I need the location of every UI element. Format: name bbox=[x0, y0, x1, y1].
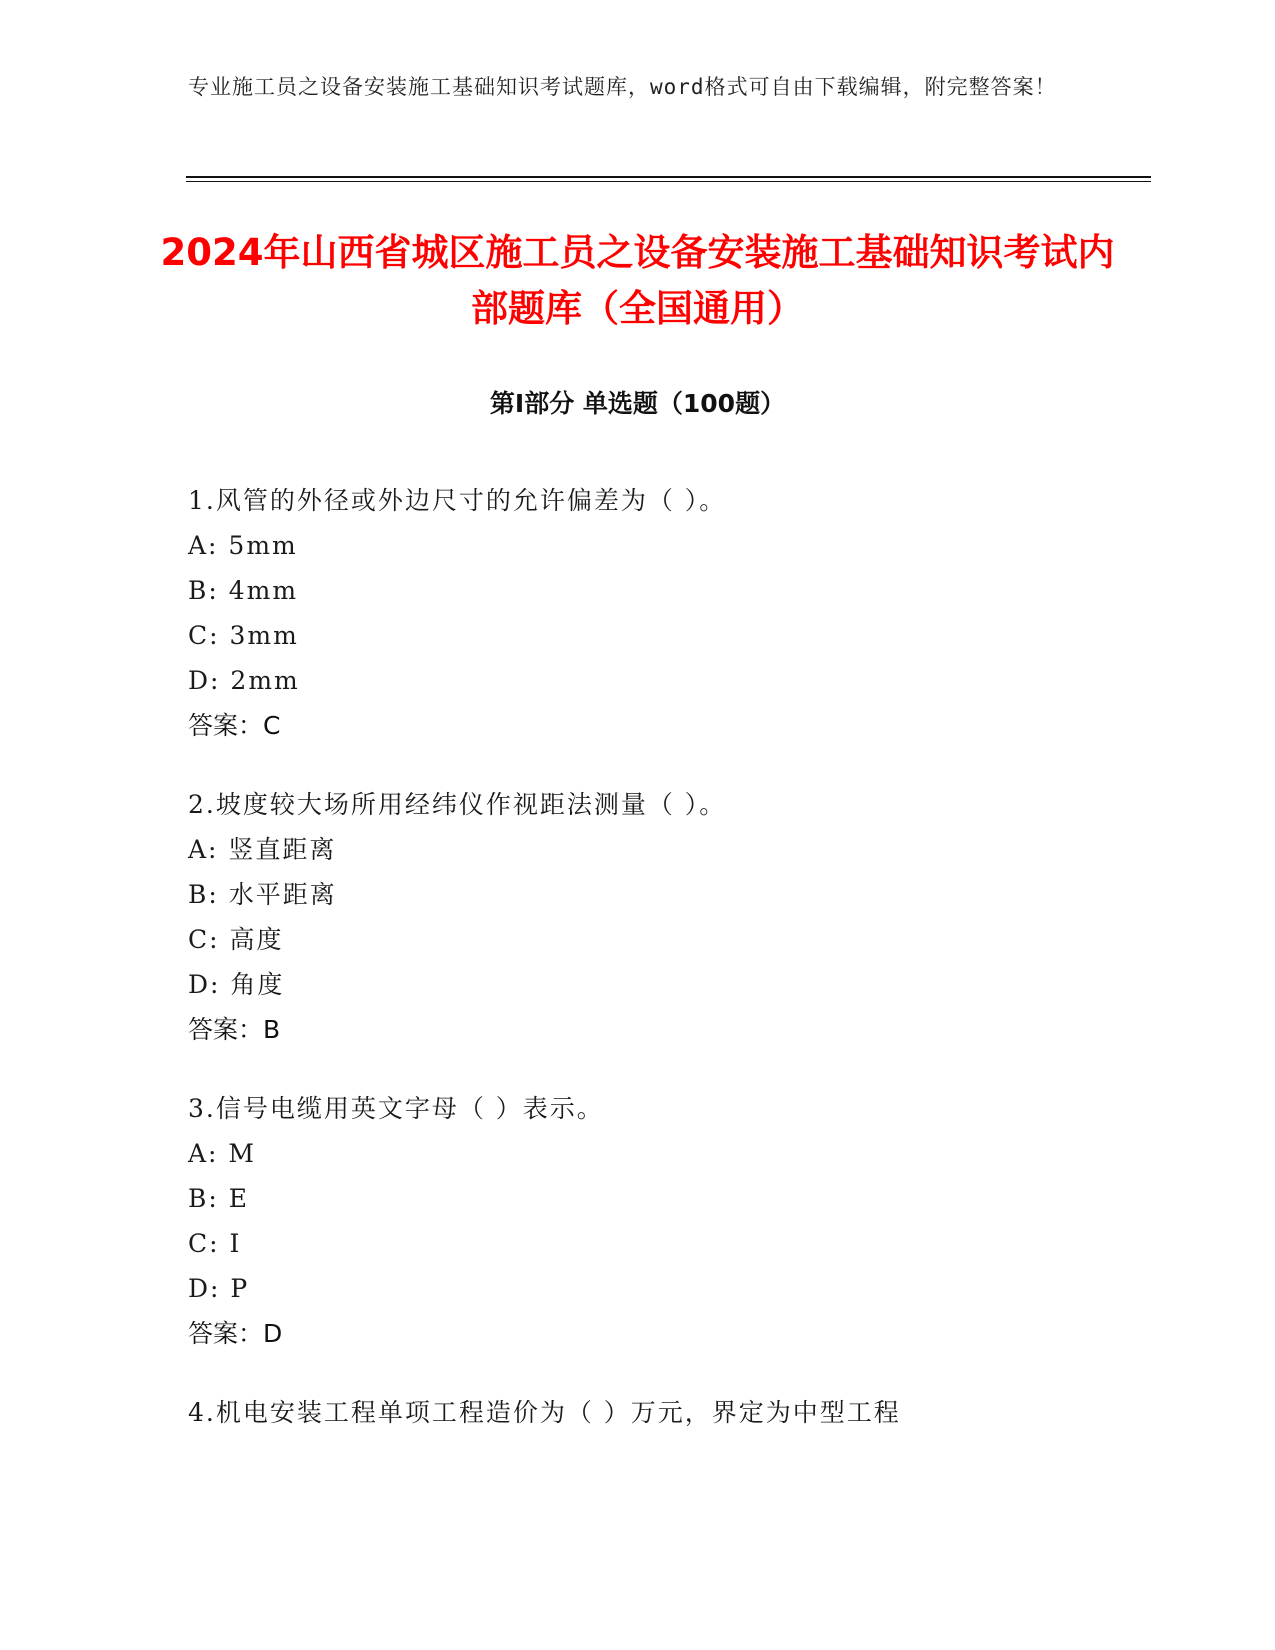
section-heading: 第I部分 单选题（100题） bbox=[489, 389, 786, 418]
answer-line: 答案：C bbox=[188, 711, 281, 740]
question-3 bbox=[188, 1086, 1138, 1356]
question-list bbox=[188, 478, 1138, 1469]
header-note: 专业施工员之设备安装施工基础知识考试题库，word格式可自由下载编辑，附完整答案！ bbox=[188, 75, 1057, 99]
question-1 bbox=[188, 478, 1138, 748]
question-stem: 1.风管的外径或外边尺寸的允许偏差为（ ）。 bbox=[188, 486, 727, 515]
option-b: B: E bbox=[188, 1184, 249, 1213]
option-d: D: 2mm bbox=[188, 666, 300, 695]
option-c: C: 3mm bbox=[188, 621, 299, 650]
option-b: B: 水平距离 bbox=[188, 880, 337, 909]
question-stem: 4.机电安装工程单项工程造价为（ ）万元，界定为中型工程 bbox=[188, 1398, 901, 1427]
option-d: D: 角度 bbox=[188, 970, 285, 999]
question-stem: 3.信号电缆用英文字母（ ）表示。 bbox=[188, 1094, 604, 1123]
option-a: A: 竖直距离 bbox=[188, 835, 337, 864]
document-title: 2024年山西省城区施工员之设备安装施工基础知识考试内部题库（全国通用） bbox=[160, 231, 1115, 330]
header-divider-thin bbox=[186, 181, 1151, 182]
option-d: D: P bbox=[188, 1274, 250, 1303]
option-c: C: 高度 bbox=[188, 925, 284, 954]
question-stem: 2.坡度较大场所用经纬仪作视距法测量（ ）。 bbox=[188, 790, 727, 819]
question-2 bbox=[188, 782, 1138, 1052]
option-b: B: 4mm bbox=[188, 576, 299, 605]
option-a: A: M bbox=[188, 1139, 257, 1168]
answer-line: 答案：B bbox=[188, 1015, 281, 1044]
header-divider-thick bbox=[186, 176, 1151, 178]
option-c: C: I bbox=[188, 1229, 242, 1258]
option-a: A: 5mm bbox=[188, 531, 298, 560]
answer-line: 答案：D bbox=[188, 1319, 283, 1348]
question-4 bbox=[188, 1390, 1138, 1435]
